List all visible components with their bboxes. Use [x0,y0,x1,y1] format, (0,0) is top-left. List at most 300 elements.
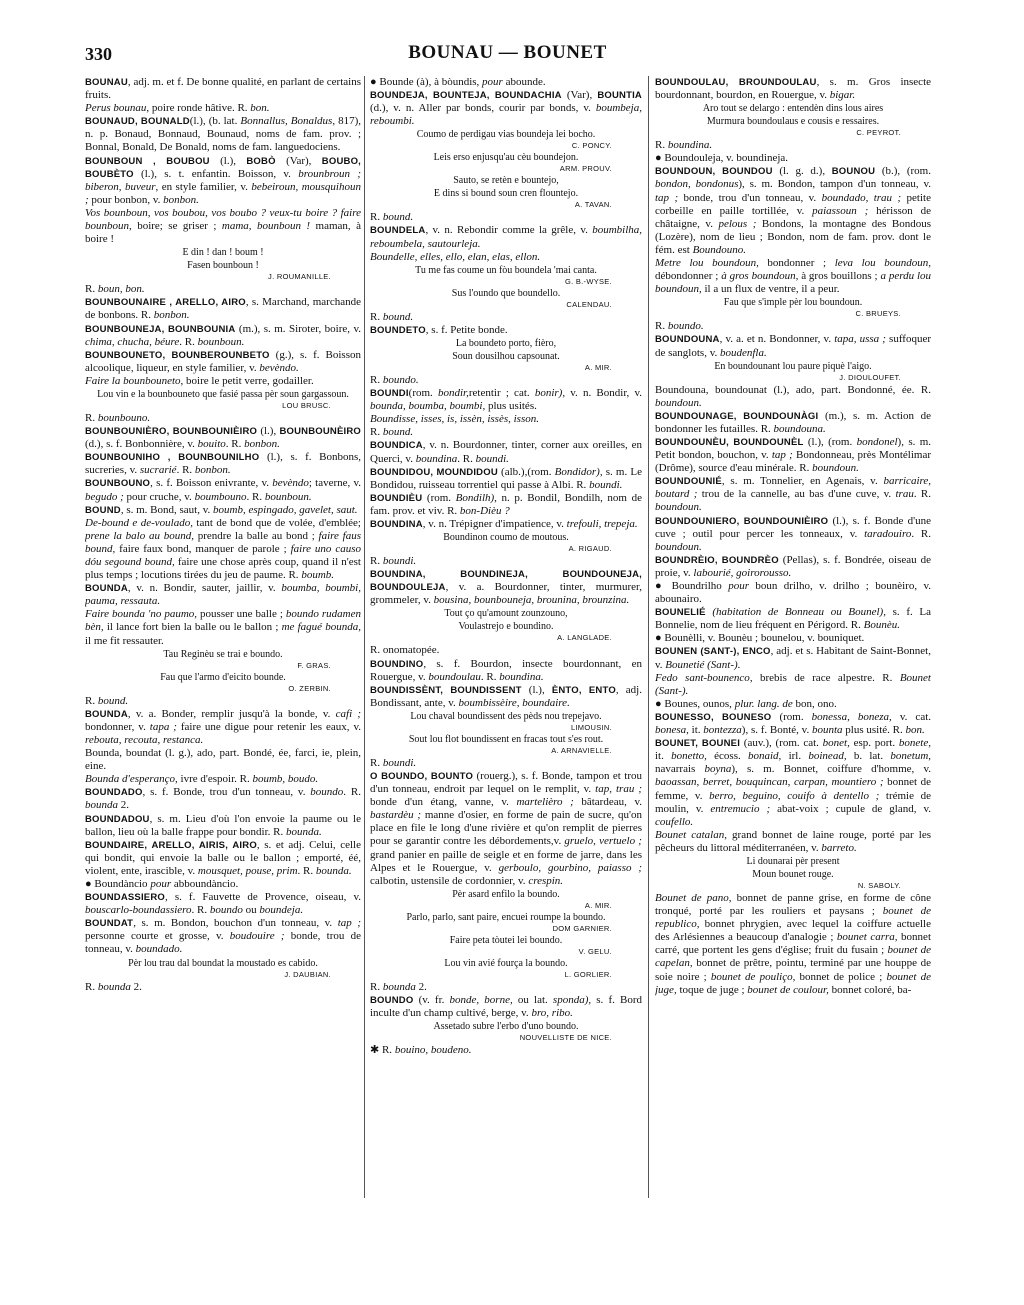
entry-text: ARM. PROUV. [559,164,612,174]
entry-text: v. cat. [891,710,931,723]
italic-text: bouscarlo-boundassiero [85,904,192,917]
quotation-line [655,856,931,868]
dictionary-entry [370,251,642,264]
italic-text: (habitation de Bonneau ou Bounel) [712,606,884,619]
italic-text: bro, ribo. [531,1007,573,1020]
quotation-line [370,734,642,746]
entry-text: it. [688,724,704,737]
entry-text: Sus l'oundo que boundello. [451,287,561,299]
entry-text: , navarrais [655,750,931,776]
entry-text: , boire; se griser ; [129,220,222,233]
quotation-attribution [655,881,931,891]
entry-text: Murmura boundoulaus e cousis e ressaires. [706,116,880,128]
italic-text: Boundisse, isses, is, issèn, issès, isson. [370,413,539,426]
entry-text: Leis erso enjusqu'au cèu boundejon. [433,152,579,164]
italic-text: tap ; [771,449,793,462]
headword: BOUNTIA [597,90,642,102]
dictionary-entry [370,518,642,531]
italic-text: boundoulau [428,670,481,683]
dictionary-entry [370,374,642,387]
headword: BOUND [85,504,121,516]
entry-text: , ivre d'espoir. R. [175,773,253,786]
quotation-line [370,338,642,350]
entry-text: (d.), s. f. Bonbonnière, v. [85,438,198,451]
quotation-line [370,912,642,924]
quotation-attribution [655,309,931,319]
entry-text: . R. [179,335,198,348]
italic-text: bonetto, [671,750,707,763]
entry-text: (l.), s. f. Bonde d'une cuve ; outil pour percer les tonneaux, v. [655,514,931,540]
italic-text: bonetum [890,750,929,763]
quotation-attribution [370,200,642,210]
quotation-attribution [370,164,642,174]
dictionary-entry [370,568,642,607]
italic-text: faire faus bound, [85,529,361,555]
entry-text: bonde, trou de tonneau, v. [85,930,361,956]
italic-text: bonir), [534,387,566,400]
dictionary-entry [85,981,361,994]
entry-text: , boire le petit verre, godailler. [180,374,314,387]
headword: BOUNBOUNO [85,478,151,490]
entry-text: Fau que l'armo d'eicito bounde. [160,671,286,683]
italic-text: baoassan, berret, bouquincan, carpan, mountiero ; [655,776,884,789]
quotation-attribution [85,272,361,282]
dictionary-entry [655,515,931,554]
dictionary-entry [655,737,931,829]
italic-text: bondon, bondonus [655,178,739,191]
entry-text: (rom. [771,710,812,723]
dictionary-entry [655,672,931,698]
italic-text: bevèndo. [259,361,299,374]
italic-text: boundo [310,786,344,799]
headword: BOUNBOUNETO, BOUNBEROUNBETO [85,349,270,361]
quotation-line [370,935,642,947]
italic-text: rebouta, recouta, restanca. [85,733,204,746]
entry-text: N. SABOLY. [857,880,901,890]
entry-text: R. [655,139,668,152]
entry-text: , poire ronde hâtive. R. [146,102,251,115]
entry-text: R. [370,426,383,439]
italic-text: boundoun. [655,501,702,514]
italic-text: bounet de capelan, [655,944,931,970]
dictionary-entry [655,554,931,580]
entry-text: En boundounant lou paure piquè l'aigo. [714,360,872,372]
dictionary-entry [655,139,931,152]
entry-text: esp. port. [849,737,899,750]
italic-text: boundado. [135,943,183,956]
entry-text: A. MIR. [584,900,612,910]
quotation-attribution [370,300,642,310]
dictionary-entry [85,504,361,517]
dictionary-entry [370,981,642,994]
headword: BOUNDI [370,388,409,400]
dictionary-entry [85,839,361,878]
italic-text: bonbon. [163,193,199,206]
entry-text: C. PONCY. [571,141,612,151]
dictionary-entry [655,165,931,257]
entry-text: (l.), [209,154,247,167]
quotation-attribution [85,970,361,980]
entry-text: plus usité. R. [842,724,906,737]
entry-text: écoss. [706,750,748,763]
dictionary-entry [655,580,931,606]
italic-text: boudouire ; [229,930,285,943]
dictionary-entry [370,492,642,518]
headword: BOUNDA [85,583,128,595]
italic-text: trau [895,488,914,501]
italic-text: De-bound e de-voulado, [85,516,193,529]
dictionary-entry [85,155,361,207]
entry-text: personne courte et grosse, v. [85,930,230,943]
italic-text: paiassoun ; [812,204,869,217]
quotation-attribution [370,1033,642,1043]
quotation-line [370,532,642,544]
dictionary-entry [655,606,931,632]
italic-text: bounet de coulour, [747,983,829,996]
entry-text: (l.), s. t. enfantin. Boisson, v. [133,167,299,180]
entry-text: Tout ço qu'amount zounzouno, [444,608,568,620]
entry-text: C. BRUEYS. [855,309,901,319]
italic-text: bound. [382,211,414,224]
italic-text: boundi. [589,478,623,491]
quotation-line [370,288,642,300]
italic-text: boumb, boudo. [252,773,319,786]
italic-text: boumba, boumbi, pauma, ressauta. [85,582,361,608]
entry-text: . R. [911,527,931,540]
italic-text: bounbouno. [97,411,151,424]
italic-text: faire uno causo dóu segound bound, [85,542,361,568]
entry-text: ✱ R. [370,1044,395,1057]
entry-text: . R. [225,438,245,451]
dictionary-entry [85,115,361,154]
italic-text: Bounèu. [863,619,901,632]
entry-text: R. [655,320,668,333]
entry-text: (l.), [257,425,280,438]
entry-text: abat-voix ; cupule de gland, v. [770,802,931,815]
entry-text: , en style familier, v. [155,180,252,193]
dictionary-entry [370,311,642,324]
italic-text: bounboun. [264,490,312,503]
entry-text: bondonner ; [758,257,835,270]
entry-text: n. p. Bondil, Bondilh, nom de fam. prov. et viv. R. [370,491,642,517]
entry-text: R. [85,980,98,993]
italic-text: bon. [905,724,925,737]
italic-text: boumb, espingado, gavelet, saut. [213,503,358,516]
italic-text: Fedo sant-bounenco [655,671,750,684]
quotation-attribution [655,128,931,138]
entry-text: Faire peta tòutei lei boundo. [449,934,563,946]
dictionary-entry [370,994,642,1020]
dictionary-entry [85,425,361,451]
entry-text: faire faux bond, manquer de parole ; [115,542,291,555]
entry-text: , s. f. Bourdon, insecte bourdonnant, en Rouergue, v. [370,657,642,683]
entry-text: , s. f. Boisson enivrante, v. [150,477,273,490]
dictionary-entry [370,224,642,250]
entry-text: 2. [118,799,129,812]
headword: BOUNDOUNIERO, BOUNDOUNIÈIRO [655,515,829,527]
entry-text: (l.), (rom. [803,435,857,448]
entry-text: A. LANGLADE. [557,633,612,643]
entry-text: ● Boundouleja, v. boundineja. [655,152,789,165]
italic-text: bouito [197,438,226,451]
entry-text: Lou vin avié fourça la boundo. [444,957,568,969]
quotation-line [370,175,642,187]
entry-text: ● Bounèlli, v. Bounèu ; bounelou, v. bouniquet. [655,632,865,645]
entry-text: , v. a. Bonder, remplir jusqu'à la bonde, v. [127,707,336,720]
italic-text: boun, bon. [97,283,145,296]
dictionary-entry [655,152,931,165]
entry-text: R. [370,310,383,323]
entry-text: ; taverne, v. [308,477,361,490]
dictionary-entry [370,211,642,224]
entry-text: O. ZERBIN. [288,683,331,693]
italic-text: entremucio ; [710,802,771,815]
entry-text: R. [370,211,383,224]
italic-text: barricaire, boutard ; [655,475,931,501]
italic-text: begudo ; [85,490,124,503]
headword: BOUNDIDOU, MOUNDIDOU [370,466,498,478]
quotation-attribution [370,544,642,554]
entry-text: E dins si bound soun cren flountejo. [433,188,579,200]
italic-text: tapa, ussa ; [834,333,886,346]
quotation-line [370,129,642,141]
italic-text: Boundelle, elles, ello, elan, elas, ellon. [370,250,541,263]
entry-text: Sauto, se retèn e bountejo, [453,175,559,187]
italic-text: mama, bounboun ! [221,220,311,233]
italic-text: bonessa, boneza, [811,710,892,723]
entry-text: . R. [457,452,476,465]
entry-text: 2. [415,980,427,993]
italic-text: berro, beguino, couifo à dentello ; [709,789,880,802]
entry-text: Coumo de perdigau vias boundeja lei bocho. [416,129,596,141]
italic-text: bonesa, [655,724,689,737]
italic-text: bonbon. [244,438,280,451]
dictionary-entry [85,412,361,425]
italic-text: bonet, [822,737,850,750]
entry-text: Parlo, parlo, sant paire, encuei roumpe la boundo. [406,911,606,923]
dictionary-entry [370,413,642,426]
italic-text: Bondidor), [554,465,603,478]
italic-text: boundo rudamen bèn, [85,608,361,634]
entry-text: V. GELU. [578,946,612,956]
entry-text: v. n. Bondir, v. [565,387,642,400]
italic-text: boundouna. [773,422,826,435]
dictionary-entry [370,555,642,568]
dictionary-entry [85,375,361,388]
italic-text: trefouli, trepeja. [566,517,638,530]
headword: BOUNELIÉ [655,607,706,619]
dictionary-entry [655,632,931,645]
entry-text: (alb.),(rom. [497,465,555,478]
entry-text: Bounda, boundat (l. g.), ado, part. Bondé, ée, farci, ie, plein, eine. [85,747,361,773]
quotation-attribution [655,373,931,383]
entry-text: bonnet de femme, v. [655,776,931,802]
entry-text: , adj. et s. Habitant de Saint-Bonnet, v. [655,645,931,671]
entry-text: Tau Reginèu se trai e boundo. [163,648,283,660]
headword: BOUNDADO [85,787,143,799]
entry-text: E din ! dan ! boum ! [182,247,264,259]
entry-text: , v. n. Trépigner d'impatience, v. [422,517,567,530]
entry-text: (b.), (rom. [875,165,931,178]
entry-text: R. [85,694,98,707]
entry-text: R. [370,756,383,769]
entry-text: Li dounarai pèr present [746,855,840,867]
italic-text: bon-Dièu ? [459,504,510,517]
italic-text: Bounet (Sant-). [655,671,931,697]
entry-text: ● Boundàncio [85,877,151,890]
entry-text: , brebis de race alpestre. R. [749,671,900,684]
entry-text: NOUVELLISTE DE NICE. [519,1033,612,1043]
entry-text: , 817), n. p. Bonaud, Bonnaud, Bounaud, noms de fam. prov. ; Bonnal, Bonald, De Bonald, noms de fam. languedociens. [85,115,361,154]
italic-text: boundado, trau ; [821,191,902,204]
dictionary-entry [85,708,361,747]
dictionary-entry [85,102,361,115]
entry-text: (g.), s. f. Boisson alcoolique, liqueur, en style familier, v. [85,348,361,374]
dictionary-column-1 [85,76,361,1206]
entry-text: LOU BRUSC. [282,400,331,410]
entry-text: à gros bouillons ; [798,270,881,283]
italic-text: Bounda d'esperanço [85,773,176,786]
headword: BOUNAU [85,77,128,88]
entry-text: Lou vin e la bounbouneto que fasié passa pèr soun gargassoun. [97,388,349,400]
entry-text: , s. m. Gros insecte bourdonnant, bourdon, en Rouergue, v. [655,76,931,102]
column-rule [364,76,365,1198]
headword: BOUNDASSIERO [85,892,165,904]
entry-text: trou de la cannelle, au bas d'une cuve, v. [697,488,896,501]
entry-text: (Var), [561,89,598,102]
entry-text: il me fit ressauter. [85,634,164,647]
italic-text: bousina, bounbouneja, brounina, brounzina. [433,594,630,607]
italic-text: boundi. [382,555,417,568]
entry-text: , bonnet de panne grise, en forme de cône tronqué, porté par les rouliers et paysans ; [655,891,931,918]
dictionary-entry [655,829,931,855]
headword: BOUNEN (SANT-), ENCO [655,646,771,658]
italic-text: Bounet catalan [655,828,725,841]
quotation-line [370,621,642,633]
italic-text: pelous ; [718,217,757,230]
italic-text: tap ; [337,917,361,930]
italic-text: Bounetié (Sant-). [665,658,741,671]
quotation-line [370,889,642,901]
dictionary-entry [370,757,642,770]
italic-text: bound. [97,694,129,707]
headword: BOUBO, BOUBÈTO [85,155,361,180]
entry-text: Voulastrejo e boundino. [458,621,554,633]
entry-text: ), s. f. Bonté, v. [741,724,812,737]
dictionary-entry [655,384,931,410]
dictionary-entry [85,477,361,503]
italic-text: bon. [250,102,270,115]
italic-text: bounta [811,724,843,737]
dictionary-entry [85,296,361,322]
entry-text: suffoquer de sanglots, v. [655,333,931,359]
entry-text: , adj. m. et f. De bonne qualité, en parlant de certains fruits. [85,76,361,102]
headword: BOUNBOUNÈIRO [279,426,361,438]
entry-text: ou [242,904,260,917]
headword: BOUNDOUNÈU, BOUNDOUNÈL [655,436,804,448]
entry-text: calbotin, ustensile de cordonnier, v. [370,874,529,887]
italic-text: bound. [382,426,414,439]
entry-text: (auv.), (rom. cat. [740,737,823,750]
italic-text: boundi. [475,452,509,465]
entry-text: ), s. m. Bondon, tampon d'un tonneau, v. [738,178,931,191]
entry-text: prendre la balle au bond ; [193,529,319,542]
entry-text: J. DAUBIAN. [284,969,331,979]
entry-text: (l.), (b. lat. [189,115,241,128]
entry-text: , s. Marchand, marchande de bonbons. R. [85,296,361,322]
entry-text: R. [85,283,98,296]
entry-text: , s. et adj. Celui, celle qui bondit, qui envoie la balle ou le ballon ; emporté, éé, violent, ente, irascible, v. [85,838,361,877]
italic-text: sucrarié [139,464,177,477]
entry-text: , v. n. Bondir, sauter, jaillir, v. [127,582,282,595]
italic-text: chima, chucha, béure [85,335,180,348]
page-number: 330 [85,44,112,64]
quotation-line [370,265,642,277]
entry-text: s. m. Le Bondidou, ruisseau torrentiel qui passe à Albi. R. [370,465,642,491]
italic-text: sponda), [552,993,592,1006]
dictionary-column-2 [370,76,642,1206]
entry-text: R. [370,980,383,993]
dictionary-entry [85,747,361,773]
dictionary-entry [85,323,361,349]
entry-text: (m.), s. m. Siroter, boire, v. [235,322,361,335]
dictionary-entry [85,451,361,477]
quotation-line [655,116,931,128]
headword: BOUNDINA, BOUNDINEJA, BOUNDOUNEJA, BOUNDOULEJA [370,569,642,594]
quotation-line [370,958,642,970]
headword: O BOUNDO, BOUNTO [370,771,474,782]
italic-text: boudenfla. [719,346,767,359]
dictionary-entry [370,1044,642,1057]
quotation-attribution [85,401,361,411]
italic-text: coufello. [655,815,694,828]
italic-text: bevèndo [272,477,309,490]
italic-text: bonbon. [153,309,190,322]
quotation-line [370,1021,642,1033]
running-head: BOUNAU — BOUNET [408,42,607,63]
italic-text: boundoun. [655,540,702,553]
italic-text: Faire bounda 'no paumo [85,608,195,621]
entry-text: Sout lou flot boundissent en fracas tout s'es rout. [408,733,604,745]
quotation-line [370,351,642,363]
italic-text: boumb. [301,569,335,582]
italic-text: barreto. [821,841,857,854]
entry-text: s. f. Bord inculte d'un champ cultivé, berge, v. [370,993,642,1020]
italic-text: pour [150,877,172,890]
entry-text: CALENDAU. [566,299,612,309]
quotation-attribution [85,661,361,671]
quotation-line [370,608,642,620]
entry-text: Assetado subre l'erbo d'uno boundo. [433,1021,579,1033]
dictionary-entry [370,76,642,89]
italic-text: boundeja. [259,904,304,917]
entry-text: faire une chose après coup, quand il n'est plus temps ; locutions tirées du jeu de paume. R. [85,556,361,582]
italic-text: plur. lang. de [734,697,793,710]
entry-text: abounde. [502,76,546,88]
italic-text: bontezza [703,724,742,737]
entry-text: , s. f. La Bonnelie, nom de lieu fréquent en Périgord. R. [655,606,931,632]
quotation-line [370,152,642,164]
entry-text: trémie de moulin, v. [655,789,931,815]
entry-text: bonde d'un étang, vanne, v. [370,796,517,809]
entry-text: . R. [480,670,500,683]
headword: BOUNDOUNA [655,334,720,346]
dictionary-entry [85,917,361,956]
entry-text: L. GORLIER. [564,969,612,979]
italic-text: tap ; [655,191,679,204]
italic-text: bonete, [898,737,931,750]
italic-text: boundina [415,452,458,465]
